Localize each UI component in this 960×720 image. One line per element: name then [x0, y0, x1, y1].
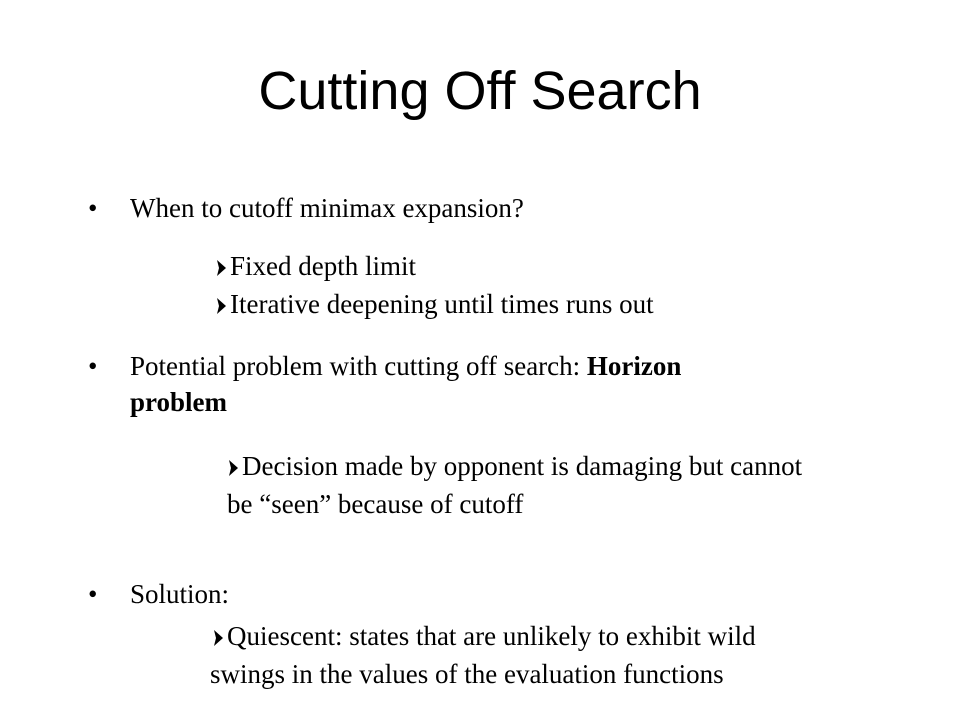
subitem-iterative-deepening — [217, 286, 654, 322]
arrowhead-bullet-icon — [229, 460, 238, 476]
bullet-text-bold: Horizon — [586, 351, 682, 381]
subitem-text-line1: Quiescent: states that are unlikely to exhibit wild — [227, 621, 756, 651]
subitem-decision-damaging — [229, 448, 802, 484]
subitem-text: Fixed depth limit — [230, 251, 416, 281]
bullet-text-plain: Potential problem with cutting off search: — [130, 351, 587, 381]
subitem-quiescent-cont — [210, 656, 724, 692]
subitem-quiescent — [214, 618, 756, 654]
slide-title: Cutting Off Search — [258, 61, 702, 121]
bullet-text-bold: problem — [130, 387, 228, 417]
arrowhead-bullet-icon — [214, 630, 223, 646]
bullet-text-cutoff-question: When to cutoff minimax expansion? — [130, 193, 524, 223]
bullet-text-solution: Solution: — [130, 579, 230, 609]
subitem-decision-damaging-cont — [227, 486, 523, 522]
bullet-marker: • — [88, 351, 98, 381]
arrowhead-bullet-icon — [217, 298, 226, 314]
subitem-text: Iterative deepening until times runs out — [230, 289, 654, 319]
bullet-marker: • — [88, 579, 98, 609]
subitem-text-line2: swings in the values of the evaluation functions — [210, 659, 724, 689]
bullet-marker: • — [88, 193, 98, 223]
arrowhead-bullet-icon — [217, 260, 226, 276]
subitem-fixed-depth — [217, 248, 416, 284]
bullet-text-horizon-problem — [130, 348, 830, 420]
subitem-text-line2: be “seen” because of cutoff — [227, 489, 524, 519]
subitem-text-line1: Decision made by opponent is damaging but cannot — [242, 451, 803, 481]
